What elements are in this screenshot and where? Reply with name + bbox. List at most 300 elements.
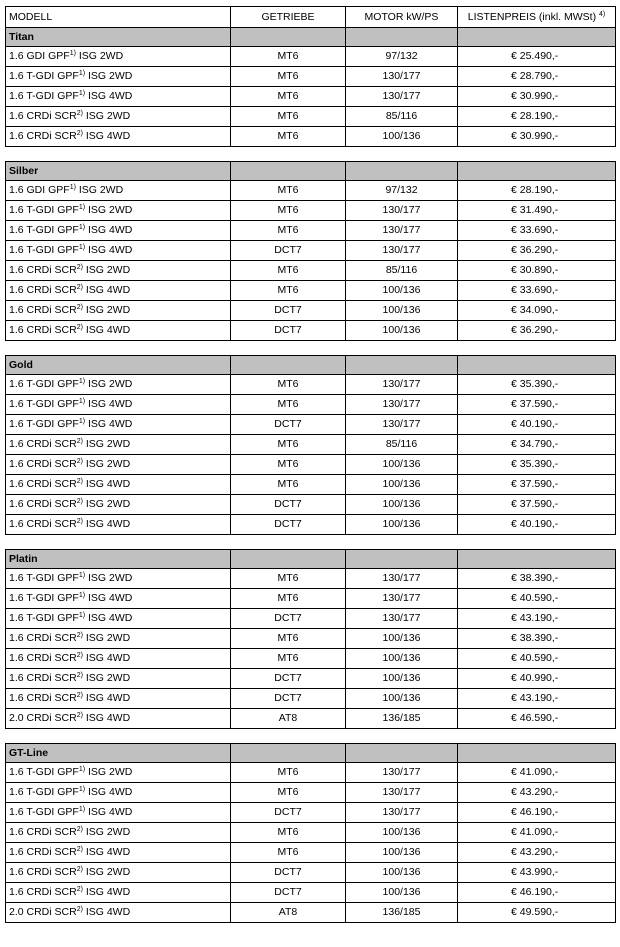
- model-cell: [6, 321, 231, 341]
- price-cell: [458, 803, 616, 823]
- table-row: [6, 87, 616, 107]
- model-variant: ISG 4WD: [85, 806, 133, 818]
- engine-power-cell: 100/136: [346, 689, 458, 709]
- model-variant: ISG 2WD: [82, 866, 131, 878]
- model-variant: ISG 4WD: [85, 786, 133, 798]
- model-cell: [6, 843, 231, 863]
- transmission-cell: MT6: [231, 763, 346, 783]
- model-name: 1.6 T-GDI GPF: [9, 572, 79, 584]
- engine-power-cell: 130/177: [346, 763, 458, 783]
- table-row: [6, 863, 616, 883]
- table-row: [6, 435, 616, 455]
- price-value: € 37.590,-: [511, 498, 559, 510]
- section-empty-cell: [231, 744, 346, 763]
- price-cell: [458, 241, 616, 261]
- header-transmission: GETRIEBE: [231, 7, 346, 28]
- model-cell: [6, 87, 231, 107]
- model-name: 1.6 GDI GPF: [9, 184, 70, 196]
- model-name: 1.6 T-GDI GPF: [9, 70, 79, 82]
- header-price-footnote: 4): [599, 10, 606, 18]
- section-empty-cell: [346, 28, 458, 47]
- engine-power-cell: 100/136: [346, 649, 458, 669]
- section-empty-cell: [458, 744, 616, 763]
- model-footnote: 2): [76, 712, 83, 719]
- model-footnote: 2): [76, 478, 83, 485]
- model-cell: [6, 435, 231, 455]
- header-price-label: LISTENPREIS (inkl. MWSt): [467, 10, 597, 23]
- section-header-row: [6, 162, 616, 181]
- model-variant: ISG 4WD: [82, 518, 131, 530]
- section-name: GT-Line: [6, 744, 231, 763]
- model-name: 1.6 CRDi SCR: [9, 284, 77, 296]
- model-cell: [6, 783, 231, 803]
- engine-power-cell: 100/136: [346, 863, 458, 883]
- price-value: € 37.590,-: [511, 398, 559, 410]
- header-model: MODELL: [6, 7, 231, 28]
- section-name: Titan: [6, 28, 231, 47]
- transmission-cell: MT6: [231, 475, 346, 495]
- model-cell: [6, 803, 231, 823]
- price-value: € 36.290,-: [511, 244, 559, 256]
- model-variant: ISG 2WD: [85, 204, 133, 216]
- table-row: [6, 321, 616, 341]
- model-name: 1.6 CRDi SCR: [9, 130, 77, 142]
- price-table: [5, 6, 616, 923]
- table-row: [6, 903, 616, 923]
- engine-power-cell: 85/116: [346, 107, 458, 127]
- model-footnote: 1): [78, 90, 86, 97]
- model-footnote: 2): [76, 518, 83, 525]
- section-name: Platin: [6, 550, 231, 569]
- table-row: [6, 241, 616, 261]
- model-name: 1.6 CRDi SCR: [9, 826, 77, 838]
- transmission-cell: MT6: [231, 783, 346, 803]
- transmission-cell: MT6: [231, 843, 346, 863]
- engine-power-cell: 85/116: [346, 435, 458, 455]
- model-name: 1.6 CRDi SCR: [9, 866, 77, 878]
- section-empty-cell: [346, 356, 458, 375]
- model-footnote: 1): [78, 418, 86, 425]
- price-cell: [458, 883, 616, 903]
- model-cell: [6, 515, 231, 535]
- model-variant: ISG 2WD: [75, 50, 124, 62]
- model-cell: [6, 823, 231, 843]
- price-list-sheet: [5, 6, 616, 923]
- table-row: [6, 495, 616, 515]
- model-footnote: 1): [78, 204, 86, 211]
- model-variant: ISG 2WD: [85, 378, 133, 390]
- section-empty-cell: [458, 356, 616, 375]
- model-cell: [6, 455, 231, 475]
- model-footnote: 2): [76, 886, 83, 893]
- model-name: 1.6 T-GDI GPF: [9, 398, 79, 410]
- price-cell: [458, 395, 616, 415]
- model-name: 1.6 CRDi SCR: [9, 478, 77, 490]
- transmission-cell: MT6: [231, 569, 346, 589]
- transmission-cell: DCT7: [231, 495, 346, 515]
- table-row: [6, 127, 616, 147]
- price-cell: [458, 67, 616, 87]
- transmission-cell: MT6: [231, 375, 346, 395]
- model-footnote: 1): [78, 378, 86, 385]
- transmission-cell: MT6: [231, 107, 346, 127]
- price-value: € 35.390,-: [511, 458, 559, 470]
- model-footnote: 2): [76, 498, 83, 505]
- price-cell: [458, 783, 616, 803]
- price-cell: [458, 709, 616, 729]
- transmission-cell: MT6: [231, 181, 346, 201]
- transmission-cell: MT6: [231, 47, 346, 67]
- model-variant: ISG 4WD: [85, 224, 133, 236]
- model-name: 1.6 CRDi SCR: [9, 110, 77, 122]
- table-row: [6, 375, 616, 395]
- section-header-row: [6, 28, 616, 47]
- model-footnote: 1): [78, 224, 86, 231]
- transmission-cell: MT6: [231, 261, 346, 281]
- model-name: 1.6 CRDi SCR: [9, 304, 77, 316]
- engine-power-cell: 130/177: [346, 609, 458, 629]
- model-name: 1.6 CRDi SCR: [9, 324, 77, 336]
- model-name: 1.6 CRDi SCR: [9, 498, 77, 510]
- engine-power-cell: 130/177: [346, 395, 458, 415]
- model-cell: [6, 649, 231, 669]
- engine-power-cell: 100/136: [346, 321, 458, 341]
- transmission-cell: DCT7: [231, 241, 346, 261]
- price-cell: [458, 495, 616, 515]
- transmission-cell: MT6: [231, 67, 346, 87]
- model-footnote: 2): [76, 284, 83, 291]
- model-cell: [6, 475, 231, 495]
- table-row: [6, 67, 616, 87]
- price-cell: [458, 221, 616, 241]
- price-value: € 46.190,-: [511, 806, 559, 818]
- model-footnote: 2): [76, 692, 83, 699]
- price-value: € 34.790,-: [511, 438, 559, 450]
- model-footnote: 2): [76, 632, 83, 639]
- table-row: [6, 709, 616, 729]
- price-cell: [458, 669, 616, 689]
- engine-power-cell: 130/177: [346, 589, 458, 609]
- transmission-cell: DCT7: [231, 689, 346, 709]
- price-table-body: [6, 7, 616, 923]
- table-row: [6, 475, 616, 495]
- price-value: € 43.990,-: [511, 866, 559, 878]
- section-name: Silber: [6, 162, 231, 181]
- engine-power-cell: 130/177: [346, 783, 458, 803]
- transmission-cell: DCT7: [231, 669, 346, 689]
- model-name: 1.6 CRDi SCR: [9, 458, 77, 470]
- price-value: € 43.190,-: [511, 612, 559, 624]
- model-name: 2.0 CRDi SCR: [9, 712, 77, 724]
- model-footnote: 2): [76, 672, 83, 679]
- price-cell: [458, 127, 616, 147]
- model-footnote: 1): [78, 786, 86, 793]
- section-header-row: [6, 550, 616, 569]
- model-cell: [6, 629, 231, 649]
- model-variant: ISG 4WD: [82, 284, 131, 296]
- section-header-row: [6, 356, 616, 375]
- price-cell: [458, 181, 616, 201]
- model-variant: ISG 4WD: [82, 712, 131, 724]
- transmission-cell: MT6: [231, 87, 346, 107]
- table-row: [6, 47, 616, 67]
- price-cell: [458, 201, 616, 221]
- model-cell: [6, 763, 231, 783]
- engine-power-cell: 130/177: [346, 221, 458, 241]
- model-name: 1.6 CRDi SCR: [9, 672, 77, 684]
- model-footnote: 2): [76, 438, 83, 445]
- price-value: € 43.290,-: [511, 846, 559, 858]
- model-cell: [6, 495, 231, 515]
- model-footnote: 2): [76, 652, 83, 659]
- header-row: [6, 7, 616, 28]
- table-row: [6, 669, 616, 689]
- spacer-cell: [6, 535, 616, 550]
- model-footnote: 2): [76, 458, 83, 465]
- transmission-cell: MT6: [231, 455, 346, 475]
- model-name: 1.6 T-GDI GPF: [9, 378, 79, 390]
- transmission-cell: MT6: [231, 823, 346, 843]
- price-cell: [458, 375, 616, 395]
- transmission-cell: DCT7: [231, 863, 346, 883]
- model-cell: [6, 903, 231, 923]
- transmission-cell: DCT7: [231, 883, 346, 903]
- transmission-cell: MT6: [231, 127, 346, 147]
- model-variant: ISG 2WD: [82, 632, 131, 644]
- price-cell: [458, 649, 616, 669]
- model-cell: [6, 589, 231, 609]
- model-variant: ISG 4WD: [85, 398, 133, 410]
- model-variant: ISG 2WD: [82, 304, 131, 316]
- section-empty-cell: [346, 744, 458, 763]
- price-value: € 40.590,-: [511, 592, 559, 604]
- model-name: 1.6 T-GDI GPF: [9, 786, 79, 798]
- model-cell: [6, 261, 231, 281]
- transmission-cell: MT6: [231, 649, 346, 669]
- price-cell: [458, 843, 616, 863]
- engine-power-cell: 130/177: [346, 375, 458, 395]
- price-cell: [458, 321, 616, 341]
- table-row: [6, 843, 616, 863]
- engine-power-cell: 100/136: [346, 475, 458, 495]
- engine-power-cell: 130/177: [346, 241, 458, 261]
- model-variant: ISG 2WD: [85, 572, 133, 584]
- table-row: [6, 201, 616, 221]
- model-name: 1.6 T-GDI GPF: [9, 90, 79, 102]
- model-name: 1.6 CRDi SCR: [9, 438, 77, 450]
- price-value: € 40.190,-: [511, 518, 559, 530]
- price-value: € 36.290,-: [511, 324, 559, 336]
- model-cell: [6, 569, 231, 589]
- model-footnote: 2): [76, 866, 83, 873]
- table-row: [6, 301, 616, 321]
- price-cell: [458, 435, 616, 455]
- price-cell: [458, 107, 616, 127]
- price-value: € 43.190,-: [511, 692, 559, 704]
- model-variant: ISG 2WD: [82, 672, 131, 684]
- model-variant: ISG 2WD: [82, 826, 131, 838]
- model-variant: ISG 4WD: [82, 886, 131, 898]
- model-variant: ISG 4WD: [85, 612, 133, 624]
- model-footnote: 1): [69, 184, 76, 191]
- table-row: [6, 823, 616, 843]
- price-cell: [458, 569, 616, 589]
- model-cell: [6, 281, 231, 301]
- model-footnote: 2): [76, 906, 83, 913]
- model-footnote: 1): [78, 766, 86, 773]
- transmission-cell: MT6: [231, 435, 346, 455]
- price-cell: [458, 863, 616, 883]
- model-cell: [6, 709, 231, 729]
- transmission-cell: MT6: [231, 201, 346, 221]
- transmission-cell: MT6: [231, 589, 346, 609]
- model-cell: [6, 863, 231, 883]
- price-cell: [458, 261, 616, 281]
- price-cell: [458, 301, 616, 321]
- price-value: € 46.190,-: [511, 886, 559, 898]
- price-value: € 35.390,-: [511, 378, 559, 390]
- model-variant: ISG 4WD: [82, 846, 131, 858]
- price-value: € 33.690,-: [511, 284, 559, 296]
- table-row: [6, 609, 616, 629]
- engine-power-cell: 100/136: [346, 669, 458, 689]
- price-value: € 40.990,-: [511, 672, 559, 684]
- engine-power-cell: 136/185: [346, 709, 458, 729]
- spacer-cell: [6, 147, 616, 162]
- model-footnote: 1): [78, 244, 86, 251]
- model-name: 1.6 CRDi SCR: [9, 652, 77, 664]
- table-row: [6, 181, 616, 201]
- price-cell: [458, 763, 616, 783]
- table-row: [6, 883, 616, 903]
- engine-power-cell: 100/136: [346, 515, 458, 535]
- price-value: € 31.490,-: [511, 204, 559, 216]
- table-row: [6, 107, 616, 127]
- price-value: € 30.990,-: [511, 130, 559, 142]
- engine-power-cell: 130/177: [346, 87, 458, 107]
- table-row: [6, 763, 616, 783]
- price-cell: [458, 903, 616, 923]
- engine-power-cell: 130/177: [346, 803, 458, 823]
- price-cell: [458, 823, 616, 843]
- section-empty-cell: [346, 162, 458, 181]
- price-value: € 46.590,-: [511, 712, 559, 724]
- section-empty-cell: [346, 550, 458, 569]
- price-value: € 34.090,-: [511, 304, 559, 316]
- price-value: € 40.590,-: [511, 652, 559, 664]
- model-footnote: 2): [76, 110, 83, 117]
- engine-power-cell: 100/136: [346, 127, 458, 147]
- model-cell: [6, 375, 231, 395]
- section-empty-cell: [458, 162, 616, 181]
- price-value: € 43.290,-: [511, 786, 559, 798]
- header-engine: MOTOR kW/PS: [346, 7, 458, 28]
- model-cell: [6, 609, 231, 629]
- engine-power-cell: 97/132: [346, 181, 458, 201]
- engine-power-cell: 130/177: [346, 67, 458, 87]
- price-value: € 40.190,-: [511, 418, 559, 430]
- price-cell: [458, 415, 616, 435]
- model-footnote: 2): [76, 826, 83, 833]
- model-footnote: 1): [78, 806, 86, 813]
- model-name: 1.6 T-GDI GPF: [9, 766, 79, 778]
- model-footnote: 1): [69, 50, 76, 57]
- model-name: 1.6 T-GDI GPF: [9, 204, 79, 216]
- price-value: € 28.790,-: [511, 70, 559, 82]
- engine-power-cell: 100/136: [346, 843, 458, 863]
- header-price: [458, 7, 616, 28]
- engine-power-cell: 136/185: [346, 903, 458, 923]
- section-empty-cell: [458, 550, 616, 569]
- section-spacer: [6, 341, 616, 356]
- price-value: € 28.190,-: [511, 110, 559, 122]
- model-variant: ISG 4WD: [82, 652, 131, 664]
- model-footnote: 1): [78, 398, 86, 405]
- model-cell: [6, 689, 231, 709]
- transmission-cell: DCT7: [231, 301, 346, 321]
- model-name: 1.6 T-GDI GPF: [9, 612, 79, 624]
- spacer-cell: [6, 729, 616, 744]
- model-footnote: 1): [78, 592, 86, 599]
- model-footnote: 2): [76, 130, 83, 137]
- model-variant: ISG 2WD: [82, 458, 131, 470]
- price-cell: [458, 47, 616, 67]
- section-spacer: [6, 147, 616, 162]
- transmission-cell: MT6: [231, 395, 346, 415]
- model-name: 1.6 T-GDI GPF: [9, 806, 79, 818]
- model-footnote: 1): [78, 70, 86, 77]
- model-cell: [6, 301, 231, 321]
- price-value: € 38.390,-: [511, 572, 559, 584]
- model-variant: ISG 4WD: [82, 906, 131, 918]
- engine-power-cell: 100/136: [346, 495, 458, 515]
- engine-power-cell: 130/177: [346, 201, 458, 221]
- price-cell: [458, 87, 616, 107]
- model-cell: [6, 221, 231, 241]
- model-cell: [6, 181, 231, 201]
- model-variant: ISG 4WD: [85, 90, 133, 102]
- model-cell: [6, 415, 231, 435]
- price-cell: [458, 475, 616, 495]
- model-name: 1.6 CRDi SCR: [9, 692, 77, 704]
- model-name: 1.6 T-GDI GPF: [9, 592, 79, 604]
- model-footnote: 2): [76, 304, 83, 311]
- transmission-cell: DCT7: [231, 803, 346, 823]
- model-variant: ISG 4WD: [82, 692, 131, 704]
- table-row: [6, 803, 616, 823]
- table-row: [6, 395, 616, 415]
- table-row: [6, 415, 616, 435]
- table-row: [6, 221, 616, 241]
- engine-power-cell: 100/136: [346, 455, 458, 475]
- transmission-cell: DCT7: [231, 321, 346, 341]
- model-cell: [6, 127, 231, 147]
- section-empty-cell: [231, 162, 346, 181]
- table-row: [6, 569, 616, 589]
- model-footnote: 2): [76, 264, 83, 271]
- model-variant: ISG 2WD: [82, 110, 131, 122]
- price-value: € 30.890,-: [511, 264, 559, 276]
- section-header-row: [6, 744, 616, 763]
- model-name: 2.0 CRDi SCR: [9, 906, 77, 918]
- price-value: € 28.190,-: [511, 184, 559, 196]
- spacer-cell: [6, 341, 616, 356]
- model-variant: ISG 2WD: [82, 438, 131, 450]
- transmission-cell: DCT7: [231, 415, 346, 435]
- model-name: 1.6 CRDi SCR: [9, 518, 77, 530]
- model-name: 1.6 CRDi SCR: [9, 886, 77, 898]
- table-row: [6, 281, 616, 301]
